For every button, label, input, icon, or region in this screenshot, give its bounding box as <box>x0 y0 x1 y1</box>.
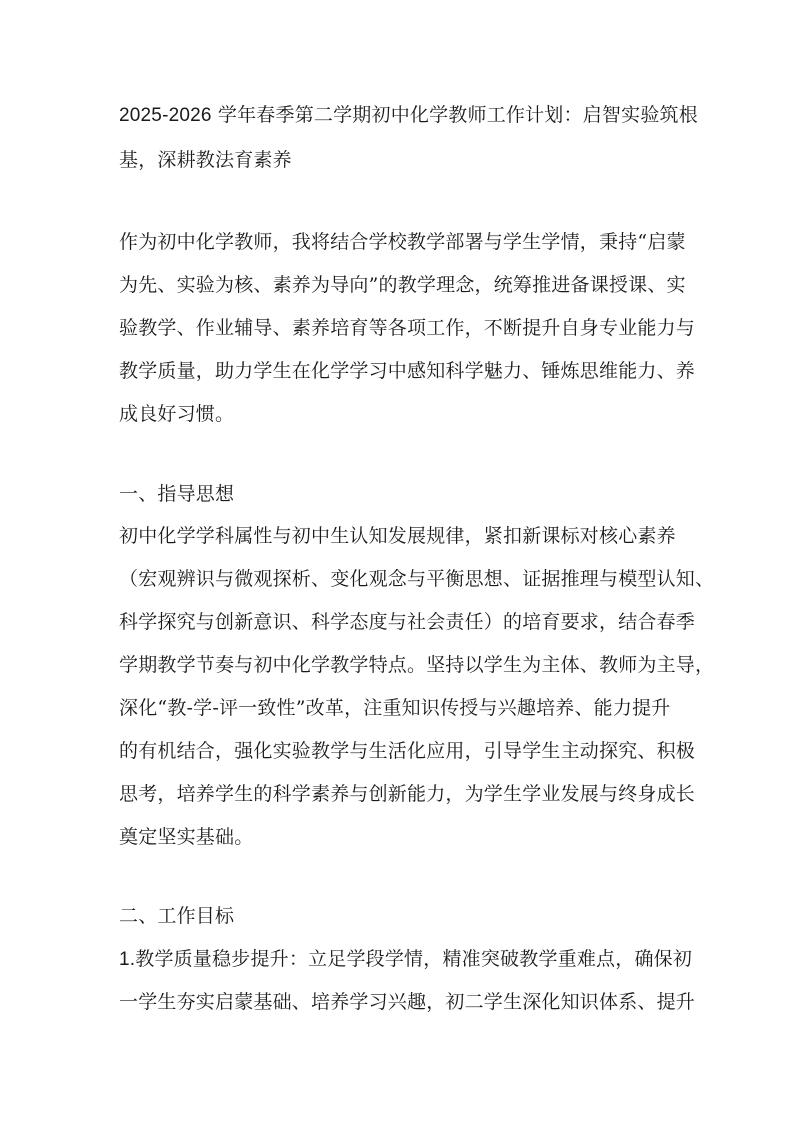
intro-line: 验教学、作业辅导、素养培育等各项工作，不断提升自身专业能力与 <box>119 317 696 339</box>
intro-line: 成良好习惯。 <box>119 403 235 425</box>
section1-line: 思考，培养学生的科学素养与创新能力，为学生学业发展与终身成长 <box>119 783 696 805</box>
section2-item-1-line: 一学生夯实启蒙基础、培养学习兴趣，初二学生深化知识体系、提升 <box>119 991 696 1013</box>
list-number: 1. <box>119 949 136 970</box>
section1-line: 深化“教-学-评一致性”改革，注重知识传授与兴趣培养、能力提升 <box>119 697 671 719</box>
section1-line: 初中化学学科属性与初中生认知发展规律，紧扣新课标对核心素养 <box>119 525 676 547</box>
section-heading-work-goals: 二、工作目标 <box>119 905 235 927</box>
intro-line: 为先、实验为核、素养为导向”的教学理念，统筹推进备课授课、实 <box>119 274 686 296</box>
title-year-range: 2025-2026 <box>119 105 212 126</box>
section1-line: 学期教学节奏与初中化学教学特点。坚持以学生为主体、教师为主导， <box>119 654 715 676</box>
document-title-line-2: 基，深耕教法育素养 <box>119 149 292 171</box>
section1-line: 的有机结合，强化实验教学与生活化应用，引导学生主动探究、积极 <box>119 740 696 762</box>
section1-line: 科学探究与创新意识、科学态度与社会责任）的培育要求，结合春季 <box>119 611 696 633</box>
title-text: 学年春季第二学期初中化学教师工作计划：启智实验筑根 <box>211 104 698 126</box>
intro-line: 教学质量，助力学生在化学学习中感知科学魅力、锤炼思维能力、养 <box>119 360 696 382</box>
intro-line: 作为初中化学教师，我将结合学校教学部署与学生学情，秉持“启蒙 <box>119 231 686 253</box>
section1-line: （宏观辨识与微观探析、变化观念与平衡思想、证据推理与模型认知、 <box>119 568 715 590</box>
list-item-text: 教学质量稳步提升：立足学段学情，精准突破教学重难点，确保初 <box>135 948 693 970</box>
section-heading-guiding-ideology: 一、指导思想 <box>119 483 235 505</box>
document-title-line-1 <box>119 103 698 127</box>
section1-line: 奠定坚实基础。 <box>119 826 254 848</box>
section2-item-1-line <box>119 947 692 971</box>
